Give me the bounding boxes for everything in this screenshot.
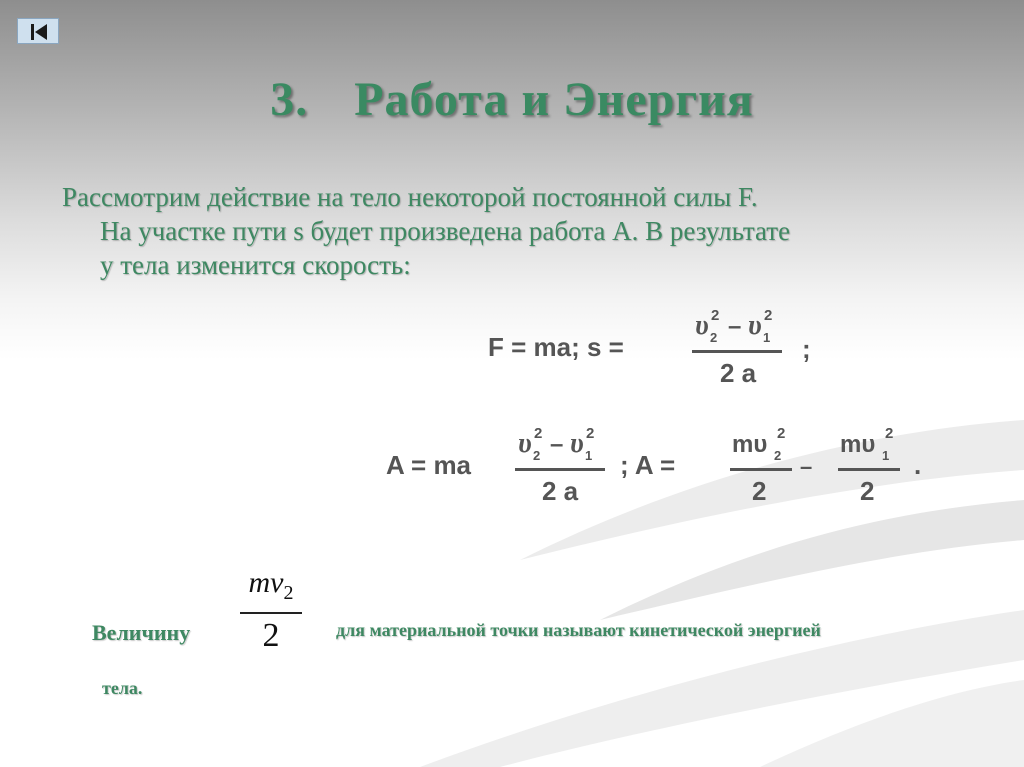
formula2-frac2-num: mυ [732,431,768,458]
formula2-frac3-sup: 2 [885,425,894,442]
formula2-frac2-den: 2 [752,476,767,506]
formula1-num-v2: υ [695,310,709,341]
title-number: 3. [270,73,309,126]
formula-force-and-distance [480,300,840,390]
formula1-fraction-bar [692,350,782,353]
skip-to-start-icon [18,19,60,45]
intro-paragraph [62,180,962,282]
formula2-num-v2-sub: 2 [533,448,541,463]
skip-to-start-button[interactable] [17,18,59,44]
formula1-num-v1-sub: 1 [763,330,771,345]
paragraph-line-1: Рассмотрим действие на тело некоторой постоянной силы F. [62,182,758,212]
formula1-den: 2 a [720,358,757,388]
kinetic-fraction-numerator [240,566,302,610]
slide-title [0,72,1024,127]
paragraph-line-2: На участке пути s будет произведена работа А. В результате [100,216,791,246]
formula2-num-v1-sub: 1 [585,448,593,463]
formula-work [380,418,940,508]
formula2-frac3-den: 2 [860,476,875,506]
formula1-num-minus: – [728,313,742,340]
kinetic-fraction [240,566,302,654]
formula1-left: F = ma; s = [488,332,624,362]
formula1-tail: ; [802,334,811,364]
formula1-num-v1-sup: 2 [764,307,773,324]
formula2-num-v1: υ [570,428,584,459]
formula2-frac2-sup: 2 [777,425,786,442]
formula2-num-v1-sup: 2 [586,425,595,442]
kinetic-word: Величину [92,620,191,645]
formula2-den: 2 a [542,476,579,506]
formula2-num-v2-sup: 2 [534,425,543,442]
kinetic-fraction-bar [240,612,302,614]
kinetic-definition-text: для материальной точки называют кинетической энергией [336,620,821,640]
kinetic-num-text: mv [248,566,284,599]
kinetic-num-sub: 2 [283,582,294,604]
formula2-frac3-num: mυ [840,431,876,458]
formula2-num-v2: υ [518,428,532,459]
formula1-num-v2-sub: 2 [710,330,718,345]
formula2-fraction-bar-3 [838,468,900,471]
formula2-frac2-sub: 2 [774,448,782,463]
kinetic-definition-tail: тела. [102,678,143,698]
paragraph-line-3: у тела изменится скорость: [100,250,411,280]
formula2-num-minus: – [550,431,564,458]
formula2-mid: ; A = [620,450,676,480]
formula2-left: A = ma [386,450,472,480]
formula2-tail: . [914,450,922,480]
title-text: Работа и Энергия [354,73,754,126]
formula2-minus: – [800,454,813,479]
formula1-num-v1: υ [748,310,762,341]
formula1-num-v2-sup: 2 [711,307,720,324]
formula2-fraction-bar-1 [515,468,605,471]
formula2-frac3-sub: 1 [882,448,890,463]
formula2-fraction-bar-2 [730,468,792,471]
kinetic-fraction-denominator: 2 [262,617,280,654]
